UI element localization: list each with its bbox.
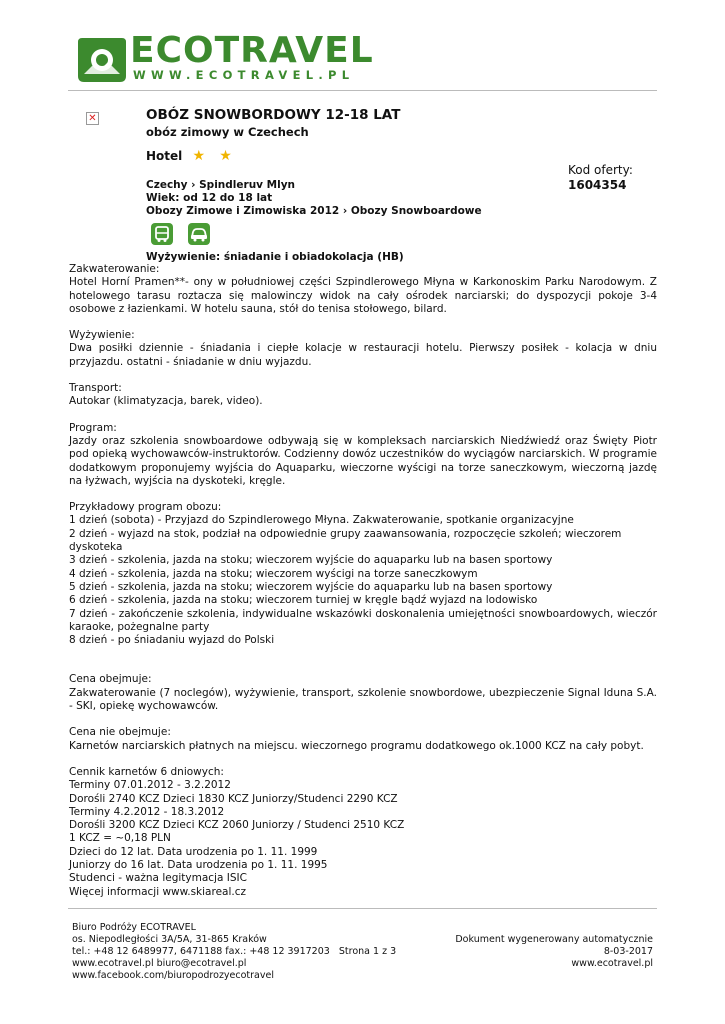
accommodation-label: Zakwaterowanie:	[69, 263, 160, 275]
page-number: Strona 1 z 3	[338, 946, 397, 957]
logo-title: ECOTRAVEL	[130, 30, 374, 71]
day-item: 6 dzień - szkolenia, jazda na stoku; wieczorem turniej w kręgle bądź wyjazd na lodowisko	[69, 594, 538, 607]
footer-company: Biuro Podróży ECOTRAVEL	[72, 922, 196, 933]
header-divider	[68, 90, 657, 91]
transport-text: Autokar (klimatyzacja, barek, video).	[69, 395, 263, 408]
bus-icon	[151, 223, 173, 245]
accommodation-text: Hotel Horní Pramen**- ony w południowej części Szpindlerowego Młyna w Karkonoskim Parku Narodowym. Z hotelowego tarasu roztacza się malowinczy widok na cały ośrodek narciarski; do dyspozycji pokoje 3-4 osobowe z łazienkami. W hotelu sauna, stół do tenisa stołowego, bilard.	[69, 276, 657, 315]
offer-code-label: Kod oferty:	[568, 163, 633, 177]
offer-description	[69, 263, 657, 899]
footer-left	[72, 922, 402, 982]
car-icon	[188, 223, 210, 245]
pricelist-line: Studenci - ważna legitymacja ISIC	[69, 872, 247, 885]
footer-right	[420, 934, 653, 970]
day-item: 5 dzień - szkolenia, jazda na stoku; wieczorem wyjście do aquaparku lub na basen sportowy	[69, 580, 553, 593]
logo-emblem	[74, 36, 128, 86]
offer-title: OBÓZ SNOWBORDOWY 12-18 LAT	[146, 107, 401, 123]
price-includes-text: Zakwaterowanie (7 noclegów), wyżywienie, transport, szkolenie snowbordowe, ubezpieczenie Signal Iduna S.A. - SKI, opiekę wychowawców.	[69, 686, 657, 713]
offer-location: Czechy › Spindleruv Mlyn	[146, 179, 296, 191]
pricelist-line: Terminy 4.2.2012 - 18.3.2012	[69, 805, 225, 818]
star-icon: ★	[219, 148, 232, 164]
footer-divider	[68, 908, 657, 909]
transport-label: Transport:	[69, 382, 122, 395]
hotel-label: Hotel	[146, 149, 183, 163]
offer-code-value: 1604354	[568, 178, 627, 192]
offer-category: Obozy Zimowe i Zimowiska 2012 › Obozy Snowboardowe	[146, 205, 482, 217]
star-icon: ★	[192, 148, 206, 164]
meals-label: Wyżywienie:	[69, 329, 135, 342]
pricelist-line: Cennik karnetów 6 dniowych:	[69, 765, 224, 778]
offer-age: Wiek: od 12 do 18 lat	[146, 192, 273, 204]
footer-facebook: www.facebook.com/biuropodrozyecotravel	[72, 970, 274, 981]
pricelist-line: Więcej informacji www.skiareal.cz	[69, 885, 247, 898]
hotel-rating	[146, 148, 232, 164]
price-excludes-text: Karnetów narciarskich płatnych na miejscu. wieczornego programu dodatkowego ok.1000 KCZ na cały pobyt.	[69, 739, 644, 752]
footer-phone: tel.: +48 12 6489977, 6471188 fax.: +48 12 3917203 Strona 1 z 3	[72, 946, 397, 957]
pricelist-line: Dorośli 3200 KCZ Dzieci KCZ 2060 Juniorzy / Studenci 2510 KCZ	[69, 819, 405, 832]
pricelist-line: 1 KCZ = ~0,18 PLN	[69, 832, 171, 845]
offer-meals: Wyżywienie: śniadanie i obiadokolacja (HB)	[146, 251, 404, 263]
program-label: Program:	[69, 421, 117, 434]
day-item: 3 dzień - szkolenia, jazda na stoku; wieczorem wyjście do aquaparku lub na basen sportowy	[69, 554, 553, 567]
pricelist-line: Terminy 07.01.2012 - 3.2.2012	[69, 779, 231, 792]
footer-web-email: www.ecotravel.pl biuro@ecotravel.pl	[72, 958, 247, 969]
day-item: 8 dzień - po śniadaniu wyjazd do Polski	[69, 634, 275, 647]
generated-note: Dokument wygenerowany automatycznie	[455, 934, 653, 945]
footer-website: www.ecotravel.pl	[571, 958, 653, 969]
day-item: 1 dzień (sobota) - Przyjazd do Szpindlerowego Młyna. Zakwaterowanie, spotkanie organizacyjne	[69, 514, 574, 527]
footer-address: os. Niepodległości 3A/5A, 31-865 Kraków	[72, 934, 267, 945]
pricelist-line: Dzieci do 12 lat. Data urodzenia po 1. 11. 1999	[69, 845, 318, 858]
generated-date: 8-03-2017	[603, 946, 653, 957]
price-excludes-label: Cena nie obejmuje:	[69, 726, 171, 739]
example-program-label: Przykładowy program obozu:	[69, 501, 222, 514]
day-item: 2 dzień - wyjazd na stok, podział na odpowiednie grupy zaawansowania, rozpoczęcie szkoleń; wieczorem dyskoteka	[69, 527, 622, 554]
broken-image-icon: ✕	[86, 112, 99, 125]
price-includes-label: Cena obejmuje:	[69, 673, 152, 686]
day-item: 4 dzień - szkolenia, jazda na stoku; wieczorem wyścigi na torze saneczkowym	[69, 567, 478, 580]
day-item: 7 dzień - zakończenie szkolenia, indywidualne wskazówki doskonalenia umiejętności snowboardowych, wieczór karaoke, pożegnalne party	[69, 607, 657, 633]
program-text: Jazdy oraz szkolenia snowboardowe odbywają się w kompleksach narciarskich Niedźwiedź oraz Święty Piotr pod opieką wychowawców-instruktorów. Codzienny dowóz uczestników do wyciągów narciarskich. W programie dodatkowym proponujemy wyjścia do Aquaparku, wieczorne wyścigi na torze saneczkowym, wieczorną jazdę na łyżwach, wyjścia na dyskoteki, kręgle.	[69, 434, 657, 487]
logo-url: WWW.ECOTRAVEL.PL	[133, 68, 355, 82]
pricelist-line: Dorośli 2740 KCZ Dzieci 1830 KCZ Juniorzy/Studenci 2290 KCZ	[69, 792, 398, 805]
offer-subtitle: obóz zimowy w Czechech	[146, 125, 309, 139]
pricelist-line: Juniorzy do 16 lat. Data urodzenia po 1. 11. 1995	[69, 858, 328, 871]
meals-text: Dwa posiłki dziennie - śniadania i ciepłe kolacje w restauracji hotelu. Pierwszy posiłek - kolacja w dniu przyjazdu. ostatni - śniadanie w dniu wyjazdu.	[69, 342, 657, 368]
